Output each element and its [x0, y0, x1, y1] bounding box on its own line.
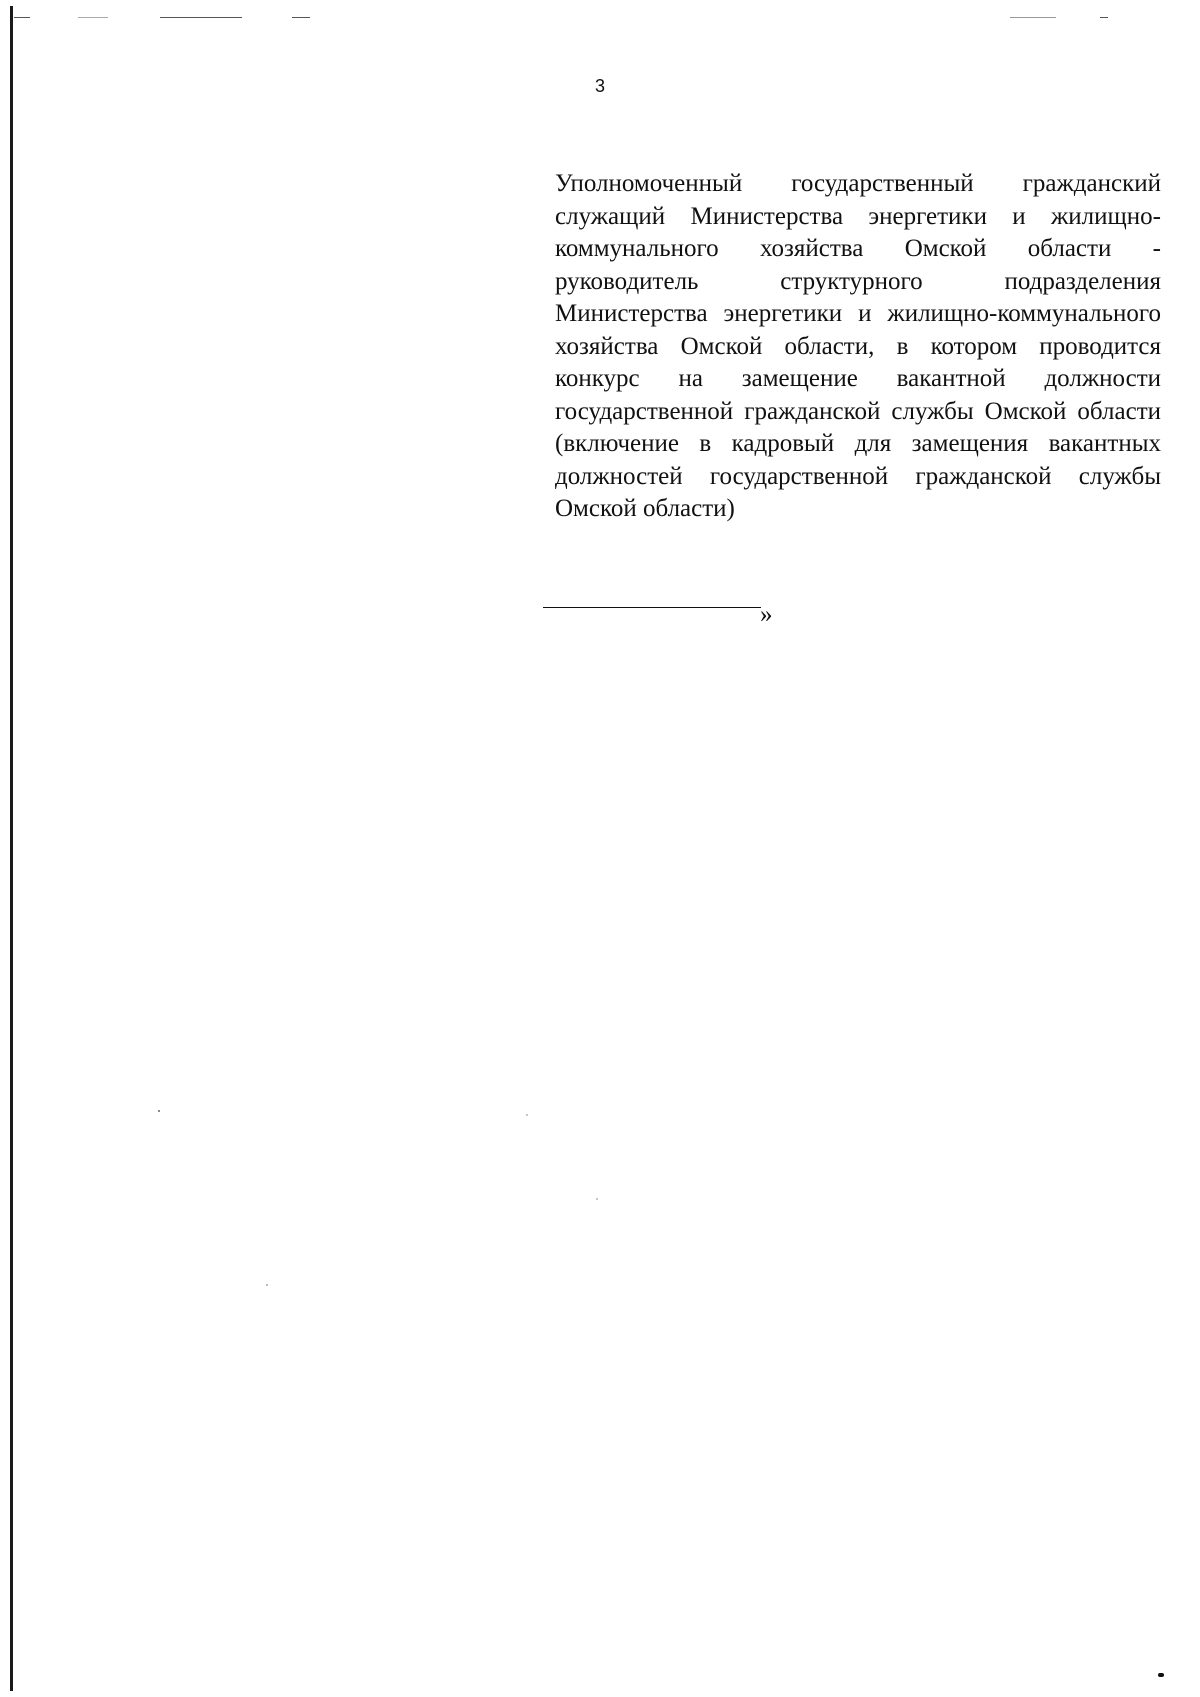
scan-artifact — [292, 17, 310, 18]
scan-speck — [596, 1198, 598, 1200]
closing-quote-mark: » — [760, 601, 773, 628]
signature-line — [543, 607, 761, 608]
scan-speck — [1158, 1673, 1164, 1677]
scan-artifact — [1100, 17, 1108, 18]
scan-speck — [526, 1114, 528, 1116]
page-number: 3 — [594, 76, 605, 96]
scan-artifact — [160, 17, 242, 18]
scan-artifact — [78, 17, 108, 18]
scan-artifact — [14, 17, 30, 18]
scan-speck — [266, 1284, 268, 1286]
approval-position-text: Уполномоченный государственный гражданский служащий Министерства энергетики и жилищно-коммунального хозяйства Омской области - руководитель структурного подразделения Министерства энергетики и жилищно-коммунального хозяйства Омской области, в котором проводится конкурс на замещение вакантной должности государственной гражданской службы Омской области (включение в кадровый для замещения вакантных должностей государственной гражданской службы Омской области) — [555, 170, 1161, 522]
scan-speck — [158, 1110, 160, 1112]
scan-edge-line — [10, 6, 13, 1691]
scan-artifact — [1010, 17, 1056, 18]
